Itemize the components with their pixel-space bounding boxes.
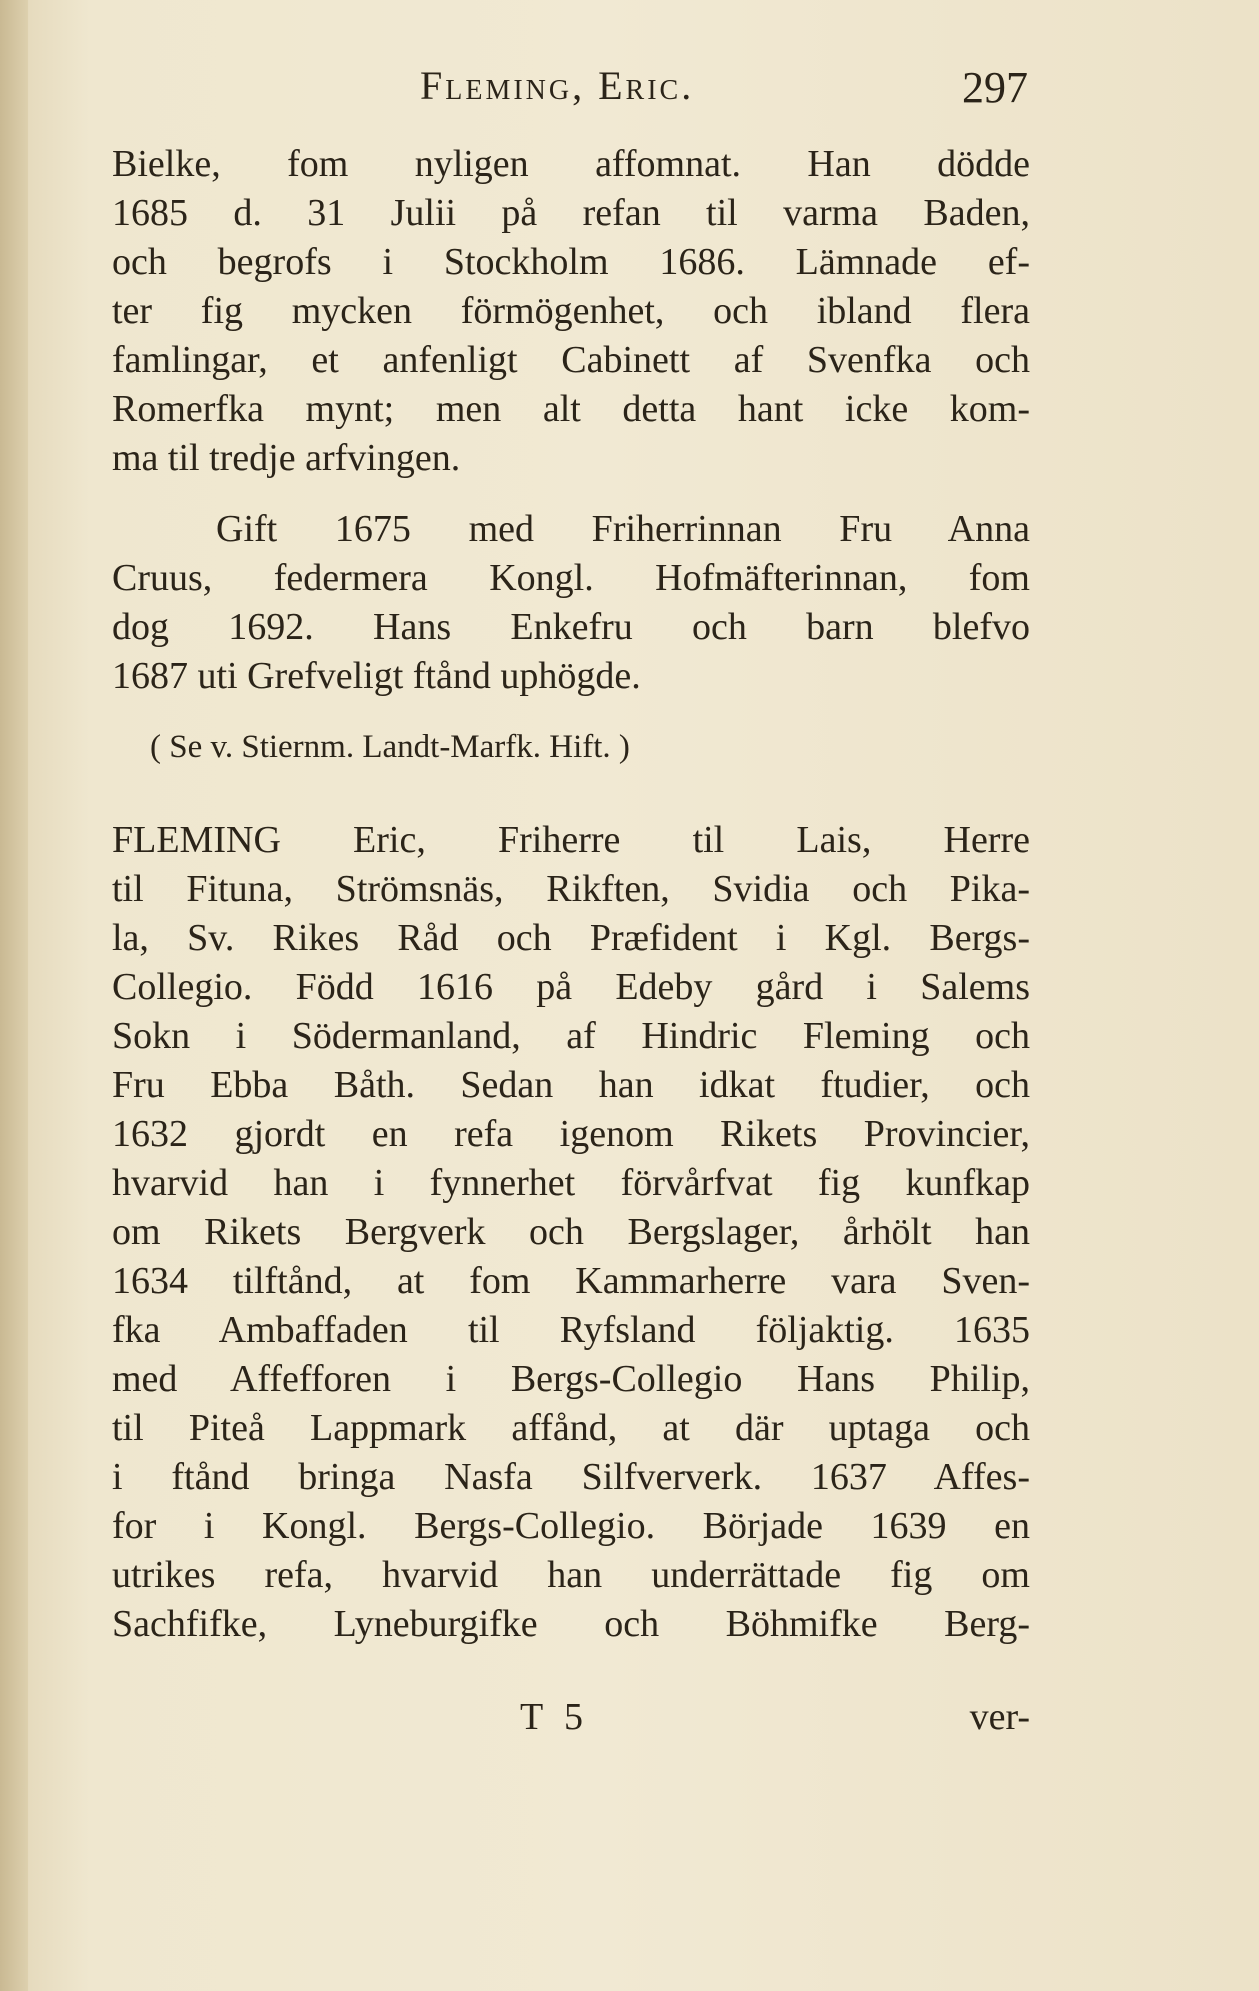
- text-line: Bielke, fom nyligen affomnat. Han dödde: [112, 143, 1030, 185]
- signature-mark: T 5: [520, 1696, 590, 1738]
- text-line: Fru Ebba Båth. Sedan han idkat ftudier, och: [112, 1064, 1030, 1106]
- text-line: til Piteå Lappmark affånd, at där uptaga och: [112, 1407, 1030, 1449]
- text-line: Collegio. Född 1616 på Edeby gård i Salems: [112, 966, 1030, 1008]
- text-line: fka Ambaffaden til Ryfsland följaktig. 1635: [112, 1309, 1030, 1351]
- text-line: la, Sv. Rikes Råd och Præfident i Kgl. Bergs-: [112, 917, 1030, 959]
- text-line: om Rikets Bergverk och Bergslager, århölt han: [112, 1211, 1030, 1253]
- text-line: Sokn i Södermanland, af Hindric Fleming och: [112, 1015, 1030, 1057]
- running-head: Fleming, Eric.: [420, 63, 695, 108]
- text-line: til Fituna, Strömsnäs, Rikften, Svidia och Pika-: [112, 868, 1030, 910]
- entry-heading-line: FLEMING Eric, Friherre til Lais, Herre: [112, 819, 1030, 861]
- entry-gap: [112, 772, 1030, 816]
- text-line: och begrofs i Stockholm 1686. Lämnade ef-: [112, 241, 1030, 283]
- text-line: Romerfka mynt; men alt detta hant icke kom-: [112, 388, 1030, 430]
- page-gutter: [0, 0, 28, 1991]
- text-line: 1685 d. 31 Julii på refan til varma Baden,: [112, 192, 1030, 234]
- paragraph-gap: [112, 701, 1030, 723]
- catchword: ver-: [969, 1696, 1030, 1738]
- text-line: dog 1692. Hans Enkefru och barn blefvo: [112, 606, 1030, 648]
- text-line: utrikes refa, hvarvid han underrättade fig om: [112, 1554, 1030, 1596]
- text-line: i ftånd bringa Nasfa Silfververk. 1637 Affes-: [112, 1456, 1030, 1498]
- text-line: med Affefforen i Bergs-Collegio Hans Philip,: [112, 1358, 1030, 1400]
- text-line: for i Kongl. Bergs-Collegio. Började 1639 en: [112, 1505, 1030, 1547]
- text-line: 1632 gjordt en refa igenom Rikets Provincier,: [112, 1113, 1030, 1155]
- page-number: 297: [962, 63, 1028, 112]
- page-header: [110, 62, 1030, 122]
- paragraph-gap: [112, 483, 1030, 505]
- body-text: [112, 140, 1030, 1649]
- source-reference: ( Se v. Stiernm. Landt-Marfk. Hift. ): [150, 729, 630, 765]
- text-line: ma til tredje arfvingen.: [112, 437, 461, 479]
- text-line: famlingar, et anfenligt Cabinett af Svenfka och: [112, 339, 1030, 381]
- text-line: Gift 1675 med Friherrinnan Fru Anna: [216, 508, 1030, 550]
- text-line: Cruus, federmera Kongl. Hofmäfterinnan, fom: [112, 557, 1030, 599]
- text-line: ter fig mycken förmögenhet, och ibland flera: [112, 290, 1030, 332]
- text-line: 1634 tilftånd, at fom Kammarherre vara Sven-: [112, 1260, 1030, 1302]
- text-line: 1687 uti Grefveligt ftånd uphögde.: [112, 655, 641, 697]
- text-line: Sachfifke, Lyneburgifke och Böhmifke Berg-: [112, 1603, 1030, 1645]
- text-line: hvarvid han i fynnerhet förvårfvat fig kunfkap: [112, 1162, 1030, 1204]
- page-footer: [112, 1695, 1030, 1745]
